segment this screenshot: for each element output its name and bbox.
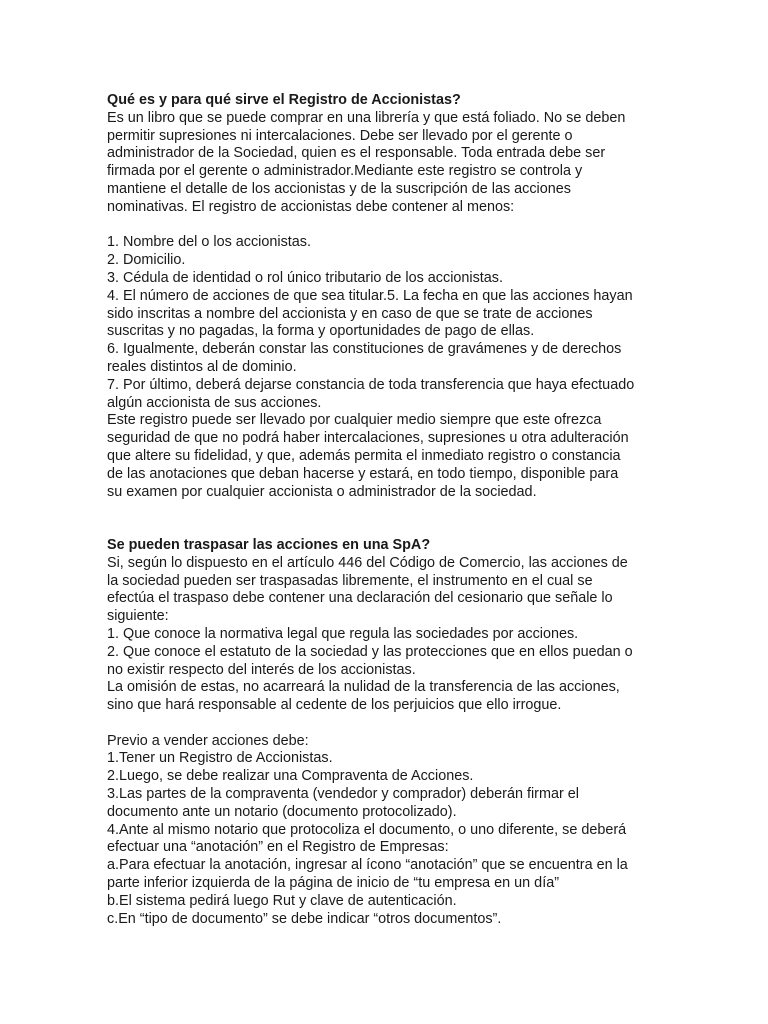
- paragraph-line: mantiene el detalle de los accionistas y de la suscripción de las acciones: [107, 180, 571, 197]
- list-item: 1. Que conoce la normativa legal que regula las sociedades por acciones.: [107, 625, 579, 642]
- list-item: b.El sistema pedirá luego Rut y clave de autenticación.: [107, 892, 457, 909]
- list-item: 4. El número de acciones de que sea titular.5. La fecha en que las acciones hayan: [107, 287, 633, 304]
- list-item: algún accionista de sus acciones.: [107, 394, 322, 411]
- list-item: suscritas y no pagadas, la forma y oportunidades de pago de ellas.: [107, 323, 535, 340]
- section-heading: Qué es y para qué sirve el Registro de Accionistas?: [107, 92, 461, 108]
- list-item: 4.Ante al mismo notario que protocoliza el documento, o uno diferente, se deberá: [107, 821, 627, 838]
- spacer: [107, 715, 667, 733]
- paragraph-line: Si, según lo dispuesto en el artículo 446 del Código de Comercio, las acciones de: [107, 554, 628, 571]
- list-item: 3. Cédula de identidad o rol único tributario de los accionistas.: [107, 269, 503, 286]
- paragraph-line: que altere su fidelidad, y que, además permita el inmediato registro o constancia: [107, 447, 621, 464]
- paragraph-line: Este registro puede ser llevado por cualquier medio siempre que este ofrezca: [107, 412, 602, 429]
- document-page: [107, 92, 667, 928]
- list-item: 2.Luego, se debe realizar una Compraventa de Acciones.: [107, 768, 474, 785]
- paragraph-line: seguridad de que no podrá haber intercalaciones, supresiones u otra adulteración: [107, 430, 629, 447]
- paragraph-line: de las anotaciones que deban hacerse y estará, en todo tiempo, disponible para: [107, 465, 619, 482]
- paragraph-line: firmada por el gerente o administrador.Mediante este registro se controla y: [107, 163, 583, 180]
- list-item: 1.Tener un Registro de Accionistas.: [107, 750, 333, 767]
- paragraph-line: administrador de la Sociedad, quien es el responsable. Toda entrada debe ser: [107, 145, 606, 162]
- list-item: sido inscritas a nombre del accionista y en caso de que se trate de acciones: [107, 305, 593, 322]
- list-item: a.Para efectuar la anotación, ingresar al ícono “anotación” que se encuentra en la: [107, 857, 628, 874]
- paragraph-line: siguiente:: [107, 608, 169, 625]
- paragraph-line: efectúa el traspaso debe contener una declaración del cesionario que señale lo: [107, 590, 613, 607]
- list-item: 3.Las partes de la compraventa (vendedor y comprador) deberán firmar el: [107, 786, 579, 803]
- list-item: c.En “tipo de documento” se debe indicar “otros documentos”.: [107, 910, 502, 927]
- section-registro-accionistas: [107, 92, 667, 501]
- section-previo-vender: [107, 733, 667, 929]
- paragraph-line: sino que hará responsable al cedente de los perjuicios que ello irrogue.: [107, 697, 562, 714]
- list-item: reales distintos al de dominio.: [107, 358, 297, 375]
- paragraph-line: la sociedad pueden ser traspasadas libremente, el instrumento en el cual se: [107, 572, 593, 589]
- list-item: efectuar una “anotación” en el Registro de Empresas:: [107, 839, 449, 856]
- spacer: [107, 501, 667, 537]
- list-item: 7. Por último, deberá dejarse constancia de toda transferencia que haya efectuado: [107, 376, 635, 393]
- paragraph-line: permitir supresiones ni intercalaciones. Debe ser llevado por el gerente o: [107, 127, 573, 144]
- list-item: 2. Que conoce el estatuto de la sociedad y las protecciones que en ellos puedan o: [107, 643, 633, 660]
- spacer: [107, 217, 667, 235]
- paragraph-line: nominativas. El registro de accionistas debe contener al menos:: [107, 198, 515, 215]
- list-item: parte inferior izquierda de la página de inicio de “tu empresa en un día”: [107, 875, 559, 892]
- list-item: documento ante un notario (documento protocolizado).: [107, 803, 457, 820]
- paragraph-line: su examen por cualquier accionista o administrador de la sociedad.: [107, 483, 537, 500]
- list-item: 1. Nombre del o los accionistas.: [107, 234, 311, 251]
- paragraph-line: Previo a vender acciones debe:: [107, 732, 309, 749]
- list-item: 2. Domicilio.: [107, 252, 186, 269]
- paragraph-line: Es un libro que se puede comprar en una librería y que está foliado. No se deben: [107, 109, 626, 126]
- list-item: no existir respecto del interés de los accionistas.: [107, 661, 416, 678]
- paragraph-line: La omisión de estas, no acarreará la nulidad de la transferencia de las acciones,: [107, 679, 620, 696]
- section-traspaso-acciones: [107, 537, 667, 715]
- section-heading: Se pueden traspasar las acciones en una SpA?: [107, 536, 431, 553]
- list-item: 6. Igualmente, deberán constar las constituciones de gravámenes y de derechos: [107, 341, 622, 358]
